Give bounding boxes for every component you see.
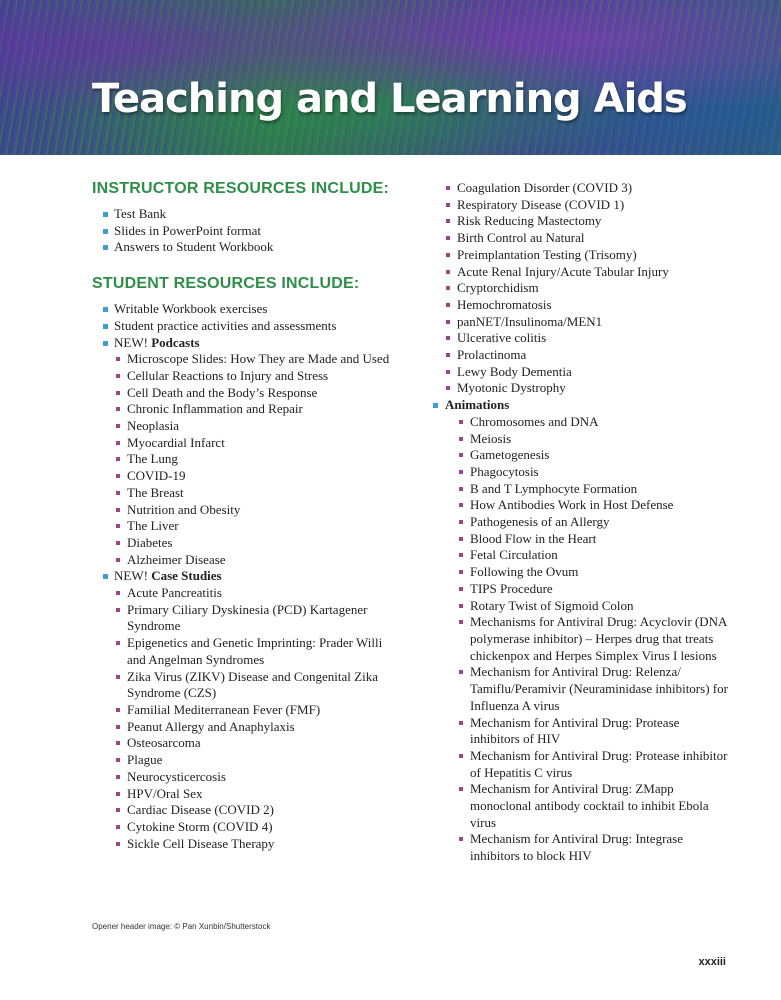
podcasts-label: Podcasts <box>151 334 200 350</box>
list-item: Cryptorchidism <box>432 280 732 297</box>
list-item: Myotonic Dystrophy <box>432 380 732 397</box>
list-item: panNET/Insulinoma/MEN1 <box>432 314 732 331</box>
student-resources-list <box>92 301 402 852</box>
list-item: Respiratory Disease (COVID 1) <box>432 197 732 214</box>
right-column <box>432 180 732 865</box>
animations-item <box>432 397 732 865</box>
list-item: Phagocytosis <box>445 464 732 481</box>
list-item: Primary Ciliary Dyskinesia (PCD) Kartagener Syndrome <box>114 602 402 635</box>
animations-list <box>445 414 732 865</box>
list-item: The Breast <box>114 485 402 502</box>
list-item: Neoplasia <box>114 418 402 435</box>
list-item: Gametogenesis <box>445 447 732 464</box>
new-prefix: NEW! <box>114 334 152 350</box>
case-studies-label: Case Studies <box>151 568 222 584</box>
list-item: Cytokine Storm (COVID 4) <box>114 819 402 836</box>
list-item: Sickle Cell Disease Therapy <box>114 836 402 853</box>
list-item: Alzheimer Disease <box>114 552 402 569</box>
instructor-resources-heading: INSTRUCTOR RESOURCES INCLUDE: <box>92 180 390 197</box>
list-item: Mechanisms for Antiviral Drug: Acyclovir (DNA polymerase inhibitor) – Herpes drug that treats chickenpox and Herpes Simplex Virus I lesions <box>445 614 732 664</box>
list-item: The Lung <box>114 451 402 468</box>
list-item: Mechanism for Antiviral Drug: Protease inhibitor of Hepatitis C virus <box>445 748 732 781</box>
list-item: Hemochromatosis <box>432 297 732 314</box>
list-item: Risk Reducing Mastectomy <box>432 213 732 230</box>
list-item: Microscope Slides: How They are Made and Used <box>114 351 402 368</box>
list-item: Plague <box>114 752 402 769</box>
page-number: xxxiii <box>698 956 726 968</box>
list-item: Nutrition and Obesity <box>114 502 402 519</box>
animations-label: Animations <box>445 397 510 413</box>
list-item: Osteosarcoma <box>114 735 402 752</box>
case-studies-list-part-2 <box>432 180 732 397</box>
list-item: Writable Workbook exercises <box>92 301 402 318</box>
list-item: COVID-19 <box>114 468 402 485</box>
list-item: Fetal Circulation <box>445 547 732 564</box>
case-studies-list-part-1 <box>114 585 402 852</box>
list-item: Epigenetics and Genetic Imprinting: Prader Willi and Angelman Syndromes <box>114 635 402 668</box>
list-item: Blood Flow in the Heart <box>445 531 732 548</box>
list-item: B and T Lymphocyte Formation <box>445 481 732 498</box>
image-credit: Opener header image: © Pan Xunbin/Shutterstock <box>92 922 271 931</box>
list-item: Mechanism for Antiviral Drug: Relenza/ Tamiflu/Peramivir (Neuraminidase inhibitors) for Influenza A virus <box>445 664 732 714</box>
list-item: Mechanism for Antiviral Drug: Integrase inhibitors to block HIV <box>445 831 732 864</box>
list-item: Acute Pancreatitis <box>114 585 402 602</box>
animations-group <box>432 397 732 865</box>
list-item: HPV/Oral Sex <box>114 786 402 803</box>
list-item: Test Bank <box>92 206 402 223</box>
list-item: Neurocysticercosis <box>114 769 402 786</box>
instructor-resources-list <box>92 206 402 256</box>
list-item: Chromosomes and DNA <box>445 414 732 431</box>
list-item: Preimplantation Testing (Trisomy) <box>432 247 732 264</box>
list-item: Birth Control au Natural <box>432 230 732 247</box>
list-item: Lewy Body Dementia <box>432 364 732 381</box>
left-column <box>92 180 402 852</box>
list-item: Student practice activities and assessments <box>92 318 402 335</box>
podcasts-list <box>114 351 402 568</box>
list-item: Answers to Student Workbook <box>92 239 402 256</box>
list-item: Diabetes <box>114 535 402 552</box>
list-item: Ulcerative colitis <box>432 330 732 347</box>
list-item: Cardiac Disease (COVID 2) <box>114 802 402 819</box>
list-item: The Liver <box>114 518 402 535</box>
list-item: Following the Ovum <box>445 564 732 581</box>
list-item: Peanut Allergy and Anaphylaxis <box>114 719 402 736</box>
new-prefix: NEW! <box>114 568 152 584</box>
podcasts-item <box>92 335 402 569</box>
list-item: Cellular Reactions to Injury and Stress <box>114 368 402 385</box>
list-item: How Antibodies Work in Host Defense <box>445 497 732 514</box>
list-item: Cell Death and the Body’s Response <box>114 385 402 402</box>
list-item: Rotary Twist of Sigmoid Colon <box>445 598 732 615</box>
page-title: Teaching and Learning Aids <box>92 76 687 122</box>
student-resources-heading: STUDENT RESOURCES INCLUDE: <box>92 275 360 293</box>
list-item: Chronic Inflammation and Repair <box>114 401 402 418</box>
list-item: Acute Renal Injury/Acute Tabular Injury <box>432 264 732 281</box>
list-item: Familial Mediterranean Fever (FMF) <box>114 702 402 719</box>
list-item: Myocardial Infarct <box>114 435 402 452</box>
list-item: Pathogenesis of an Allergy <box>445 514 732 531</box>
list-item: Coagulation Disorder (COVID 3) <box>432 180 732 197</box>
list-item: TIPS Procedure <box>445 581 732 598</box>
header-banner <box>0 0 781 155</box>
list-item: Zika Virus (ZIKV) Disease and Congenital Zika Syndrome (CZS) <box>114 669 402 702</box>
list-item: Slides in PowerPoint format <box>92 223 402 240</box>
case-studies-item <box>92 568 402 852</box>
list-item: Mechanism for Antiviral Drug: ZMapp monoclonal antibody cocktail to inhibit Ebola virus <box>445 781 732 831</box>
list-item: Prolactinoma <box>432 347 732 364</box>
list-item: Mechanism for Antiviral Drug: Protease inhibitors of HIV <box>445 715 732 748</box>
list-item: Meiosis <box>445 431 732 448</box>
